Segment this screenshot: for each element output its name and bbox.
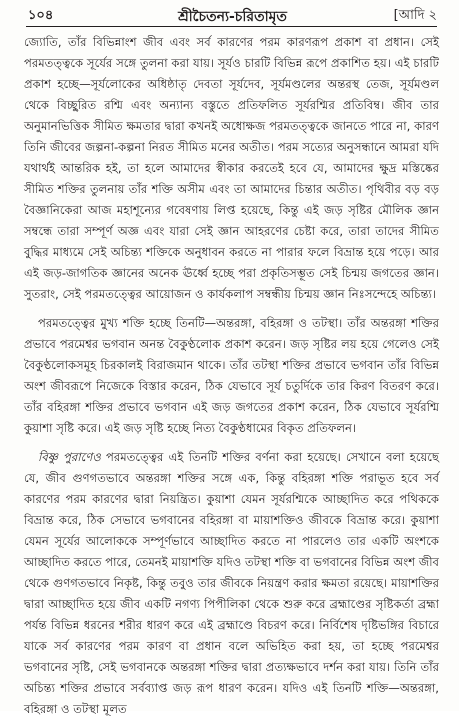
header-rule [26,26,437,27]
paragraph: জ্যোতি, তাঁর বিভিন্নাংশ জীব এবং সর্ব কারণের পরম কারণরূপ প্রকাশ বা প্রধান। সেই পরমতত্ত্বকে সূর্যের সঙ্গে তুলনা করা যায়। সূর্যও চারটি বিভিন্ন রূপে প্রকাশিত হয়। এই চারটি প্রকাশ হচ্ছে—সূর্যলোকের অধিষ্ঠাতৃ দেবতা সূর্যদেব, সূর্যমণ্ডলের অন্তরস্থ তেজ, সূর্যমণ্ডল থেকে বিচ্ছুরিত রশ্মি এবং অন্যান্য বস্তুতে প্রতিফলিত সূর্যরশ্মির প্রতিবিম্ব। জীব তার অনুমানভিত্তিক সীমিত ক্ষমতার দ্বারা কখনই অধোক্ষজ পরমতত্ত্বকে জানতে পারে না, কারণ তিনি জীবের জল্পনা-কল্পনা নিরত সীমিত মনের অতীত। পরম সত্যের অনুসন্ধানে আমরা যদি যথার্থই আন্তরিক হই, তা হলে আমাদের স্বীকার করতেই হবে যে, আমাদের ক্ষুদ্র মস্তিষ্কের সীমিত শক্তির তুলনায় তাঁর শক্তি অসীম এবং তা আমাদের চিন্তার অতীত। পৃথিবীর বড় বড় বৈজ্ঞানিকেরা আজ মহাশূন্যের গবেষণায় লিপ্ত হয়েছে, কিন্তু এই জড় সৃষ্টির মৌলিক জ্ঞান সম্বন্ধে তারা সম্পূর্ণ অজ্ঞ এবং যারা সেই জ্ঞান আহরণের চেষ্টা করে, তারা তাদের সীমিত বুদ্ধির মাধ্যমে সেই অচিন্ত্য শক্তিকে অনুধাবন করতে না পারার ফলে বিভ্রান্ত হয়ে পড়ে। আর এই জড়-জাগতিক জ্ঞানের অনেক ঊর্ধ্বে হচ্ছে পরা প্রকৃতিসম্ভূত সেই চিন্ময় জগতের জ্ঞান। সুতরাং, সেই পরমতত্ত্বের আয়োজন ও কার্যকলাপ সম্বন্ধীয় চিন্ময় জ্ঞান নিঃসন্দেহে অচিন্ত্য। [24,35,439,301]
paragraph: পরমতত্ত্বের মুখ্য শক্তি হচ্ছে তিনটি—অন্তরঙ্গা, বহিরঙ্গা ও তটস্থা। তাঁর অন্তরঙ্গা শক্তির প্রভাবে পরমেশ্বর ভগবান অনন্ত বৈকুণ্ঠলোক প্রকাশ করেন। জড় সৃষ্টির লয় হয়ে গেলেও সেই বৈকুণ্ঠলোকসমূহ চিরকালই বিরাজমান থাকে। তাঁর তটস্থা শক্তির প্রভাবে ভগবান তাঁর বিভিন্ন অংশ জীবরূপে নিজেকে বিস্তার করেন, ঠিক যেভাবে সূর্য চতুর্দিকে তার কিরণ বিতরণ করে। তাঁর বহিরঙ্গা শক্তির প্রভাবে ভগবান এই জড় জগতের প্রকাশ করেন, ঠিক যেভাবে সূর্যরশ্মি কুয়াশা সৃষ্টি করে। এই জড় সৃষ্টি হচ্ছে নিত্য বৈকুণ্ঠধামের বিকৃত প্রতিফলন। [24,316,439,435]
paragraph [24,447,439,720]
chapter-reference: [আদি ২ [393,8,437,23]
page-header [28,4,437,26]
page-number: ১০৪ [28,8,54,23]
paragraph-text: পরমতত্ত্বের এই তিনটি শক্তির বর্ণনা করা হয়েছে। সেখানে বলা হয়েছে যে, জীব গুণগতভাবে অন্তরঙ্গা শক্তির সঙ্গে এক, কিন্তু বহিরঙ্গা শক্তি পরাভূত হবে সর্ব কারণের পরম কারণের দ্বারা নিয়ন্ত্রিত। কুয়াশা যেমন সূর্যরশ্মিকে আচ্ছাদিত করে পথিককে বিভ্রান্ত করে, ঠিক সেভাবে ভগবানের বহিরঙ্গা বা মায়াশক্তিও জীবকে বিভ্রান্ত করে। কুয়াশা যেমন সূর্যের আলোককে সম্পূর্ণভাবে আচ্ছাদিত করতে না পারলেও তার একটি অংশকে আচ্ছাদিত করতে পারে, তেমনই মায়াশক্তি যদিও তটস্থা শক্তি বা ভগবানের বিভিন্ন অংশ জীব থেকে গুণগতভাবে নিকৃষ্ট, কিন্তু তবুও তার জীবকে নিয়ন্ত্রণ করার ক্ষমতা রয়েছে। মায়াশক্তির দ্বারা আচ্ছাদিত হয়ে জীব একটি নগণ্য পিপীলিকা থেকে শুরু করে ব্রহ্মাণ্ডের সৃষ্টিকর্তা ব্রহ্মা পর্যন্ত বিভিন্ন ধরনের শরীর ধারণ করে এই ব্রহ্মাণ্ডে বিচরণ করে। নির্বিশেষ দৃষ্টিভঙ্গির বিচারে যাকে সর্ব কারণের পরম কারণ বা প্রধান বলে অভিহিত করা হয়, তা হচ্ছে পরমেশ্বর ভগবানের সৃষ্টি, সেই ভগবানকে অন্তরঙ্গা শক্তির দ্বারা প্রত্যক্ষভাবে দর্শন করা যায়। তিনি তাঁর অচিন্ত্য শক্তির প্রভাবে সর্বব্যাপ্ত জড় রূপ ধারণ করেন। যদিও এই তিনটি শক্তি—অন্তরঙ্গা, বহিরঙ্গা ও তটস্থা মূলত [24,450,439,716]
running-title: শ্রীচৈতন্য-চরিতামৃত [178,9,287,25]
body-text [24,32,439,716]
italic-reference: বিষ্ণু পুরাণেও [38,450,101,464]
